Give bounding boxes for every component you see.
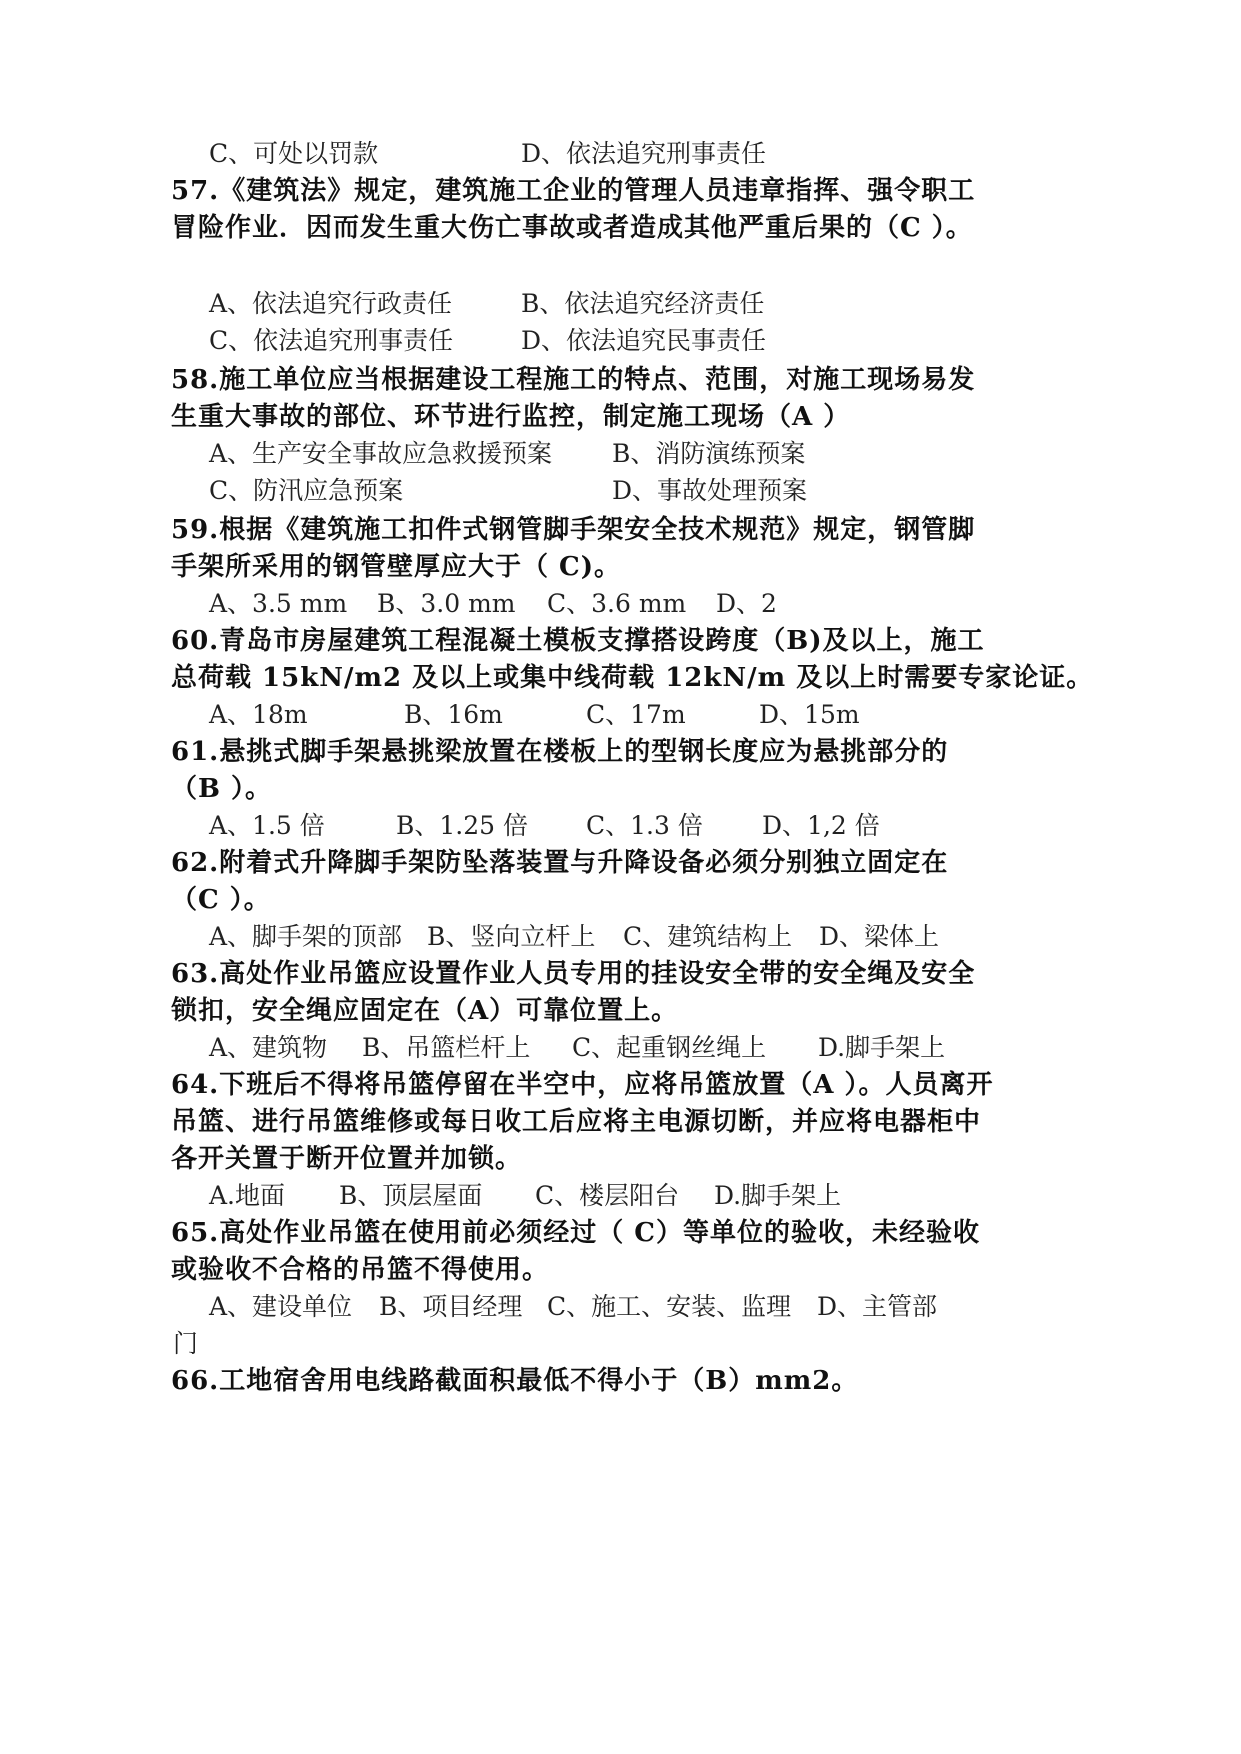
- question-text-line: [0, 953, 1241, 995]
- question-text: 总荷载 15kN/m2 及以上或集中线荷载 12kN/m 及以上时需要专家论证。: [171, 663, 1094, 693]
- answer-option: A.地面: [209, 1181, 286, 1210]
- answer-options-line: [0, 1323, 1241, 1365]
- answer-option: A、建设单位: [209, 1292, 353, 1321]
- question-text: （C ）。: [171, 885, 271, 915]
- answer-option: D、2: [716, 589, 777, 618]
- answer-option: B、消防演练预案: [612, 439, 806, 468]
- answer-option: A、建筑物: [209, 1033, 328, 1062]
- answer-option: 门: [173, 1329, 199, 1358]
- answer-option: A、脚手架的顶部: [209, 922, 403, 951]
- answer-option: A、18m: [209, 700, 308, 729]
- answer-option: B、顶层屋面: [339, 1181, 483, 1210]
- question-text: 59.根据《建筑施工扣件式钢管脚手架安全技术规范》规定，钢管脚: [171, 515, 976, 545]
- answer-option: C、3.6 mm: [547, 589, 687, 618]
- question-text-line: [0, 842, 1241, 884]
- question-text: （B ）。: [171, 774, 273, 804]
- answer-option: B、16m: [404, 700, 503, 729]
- answer-options-line: [0, 1286, 1241, 1328]
- question-text: 各开关置于断开位置并加锁。: [171, 1144, 523, 1174]
- answer-option: B、吊篮栏杆上: [362, 1033, 531, 1062]
- answer-options-line: [0, 1027, 1241, 1069]
- question-text-line: [0, 620, 1241, 662]
- answer-options-line: [0, 470, 1241, 512]
- question-text-line: [0, 1212, 1241, 1254]
- question-text: 生重大事故的部位、环节进行监控，制定施工现场（A ）: [171, 402, 851, 432]
- answer-options-line: [0, 916, 1241, 958]
- answer-option: B、3.0 mm: [377, 589, 516, 618]
- answer-options-line: [0, 283, 1241, 325]
- question-text-line: [0, 990, 1241, 1032]
- question-text-line: [0, 879, 1241, 921]
- question-text: 冒险作业．因而发生重大伤亡事故或者造成其他严重后果的（C ）。: [171, 213, 973, 243]
- answer-option: D、主管部: [817, 1292, 938, 1321]
- question-text: 63.高处作业吊篮应设置作业人员专用的挂设安全带的安全绳及安全: [171, 959, 976, 989]
- question-text-line: [0, 207, 1241, 249]
- answer-option: B、依法追究经济责任: [521, 289, 765, 318]
- answer-option: C、施工、安装、监理: [547, 1292, 792, 1321]
- question-text-line: [0, 546, 1241, 588]
- question-text-line: [0, 657, 1241, 699]
- answer-option: D.脚手架上: [818, 1033, 946, 1062]
- answer-options-line: [0, 320, 1241, 362]
- question-text-line: [0, 731, 1241, 773]
- answer-option: C、可处以罚款: [209, 139, 379, 168]
- answer-option: A、生产安全事故应急救援预案: [209, 439, 553, 468]
- answer-option: C、防汛应急预案: [209, 476, 404, 505]
- answer-option: A、3.5 mm: [209, 589, 348, 618]
- question-text: 62.附着式升降脚手架防坠落装置与升降设备必须分别独立固定在: [171, 848, 949, 878]
- answer-option: C、起重钢丝绳上: [572, 1033, 767, 1062]
- answer-options-line: [0, 433, 1241, 475]
- answer-option: B、项目经理: [379, 1292, 523, 1321]
- question-text-line: [0, 396, 1241, 438]
- answer-option: C、1.3 倍: [586, 811, 703, 840]
- answer-options-line: [0, 805, 1241, 847]
- question-text: 58.施工单位应当根据建设工程施工的特点、范围，对施工现场易发: [171, 365, 976, 395]
- answer-option: A、1.5 倍: [209, 811, 325, 840]
- question-text-line: [0, 768, 1241, 810]
- answer-option: D.脚手架上: [714, 1181, 842, 1210]
- question-text: 61.悬挑式脚手架悬挑梁放置在楼板上的型钢长度应为悬挑部分的: [171, 737, 949, 767]
- question-text-line: [0, 170, 1241, 212]
- question-text-line: [0, 1064, 1241, 1106]
- question-text-line: [0, 1138, 1241, 1180]
- question-text-line: [0, 509, 1241, 551]
- question-text-line: [0, 359, 1241, 401]
- answer-options-line: [0, 583, 1241, 625]
- answer-option: D、依法追究民事责任: [521, 326, 767, 355]
- answer-option: C、楼层阳台: [535, 1181, 680, 1210]
- question-text: 锁扣，安全绳应固定在（A）可靠位置上。: [171, 996, 679, 1026]
- answer-options-line: [0, 694, 1241, 736]
- question-text: 57.《建筑法》规定，建筑施工企业的管理人员违章指挥、强令职工: [171, 176, 976, 206]
- question-text-line: [0, 1101, 1241, 1143]
- question-text: 65.高处作业吊篮在使用前必须经过（ C）等单位的验收，未经验收: [171, 1218, 980, 1248]
- answer-option: D、梁体上: [819, 922, 940, 951]
- question-text: 64.下班后不得将吊篮停留在半空中，应将吊篮放置（A ）。人员离开: [171, 1070, 994, 1100]
- answer-option: B、1.25 倍: [396, 811, 528, 840]
- answer-option: D、1,2 倍: [762, 811, 880, 840]
- question-text-line: [0, 1360, 1241, 1402]
- question-text: 66.工地宿舍用电线路截面积最低不得小于（B）mm2。: [171, 1366, 859, 1396]
- answer-options-line: [0, 1175, 1241, 1217]
- answer-options-line: [0, 133, 1241, 175]
- question-text: 吊篮、进行吊篮维修或每日收工后应将主电源切断，并应将电器柜中: [171, 1107, 982, 1137]
- question-text-line: [0, 1249, 1241, 1291]
- answer-option: B、竖向立杆上: [427, 922, 596, 951]
- answer-option: D、15m: [759, 700, 860, 729]
- answer-option: D、事故处理预案: [612, 476, 808, 505]
- question-text: 60.青岛市房屋建筑工程混凝土模板支撑搭设跨度（B)及以上，施工: [171, 626, 985, 656]
- question-text: 手架所采用的钢管壁厚应大于（ C)。: [171, 552, 622, 582]
- question-text: 或验收不合格的吊篮不得使用。: [171, 1255, 550, 1285]
- answer-option: C、依法追究刑事责任: [209, 326, 454, 355]
- answer-option: C、17m: [586, 700, 686, 729]
- answer-option: D、依法追究刑事责任: [521, 139, 767, 168]
- answer-option: A、依法追究行政责任: [209, 289, 453, 318]
- answer-option: C、建筑结构上: [623, 922, 793, 951]
